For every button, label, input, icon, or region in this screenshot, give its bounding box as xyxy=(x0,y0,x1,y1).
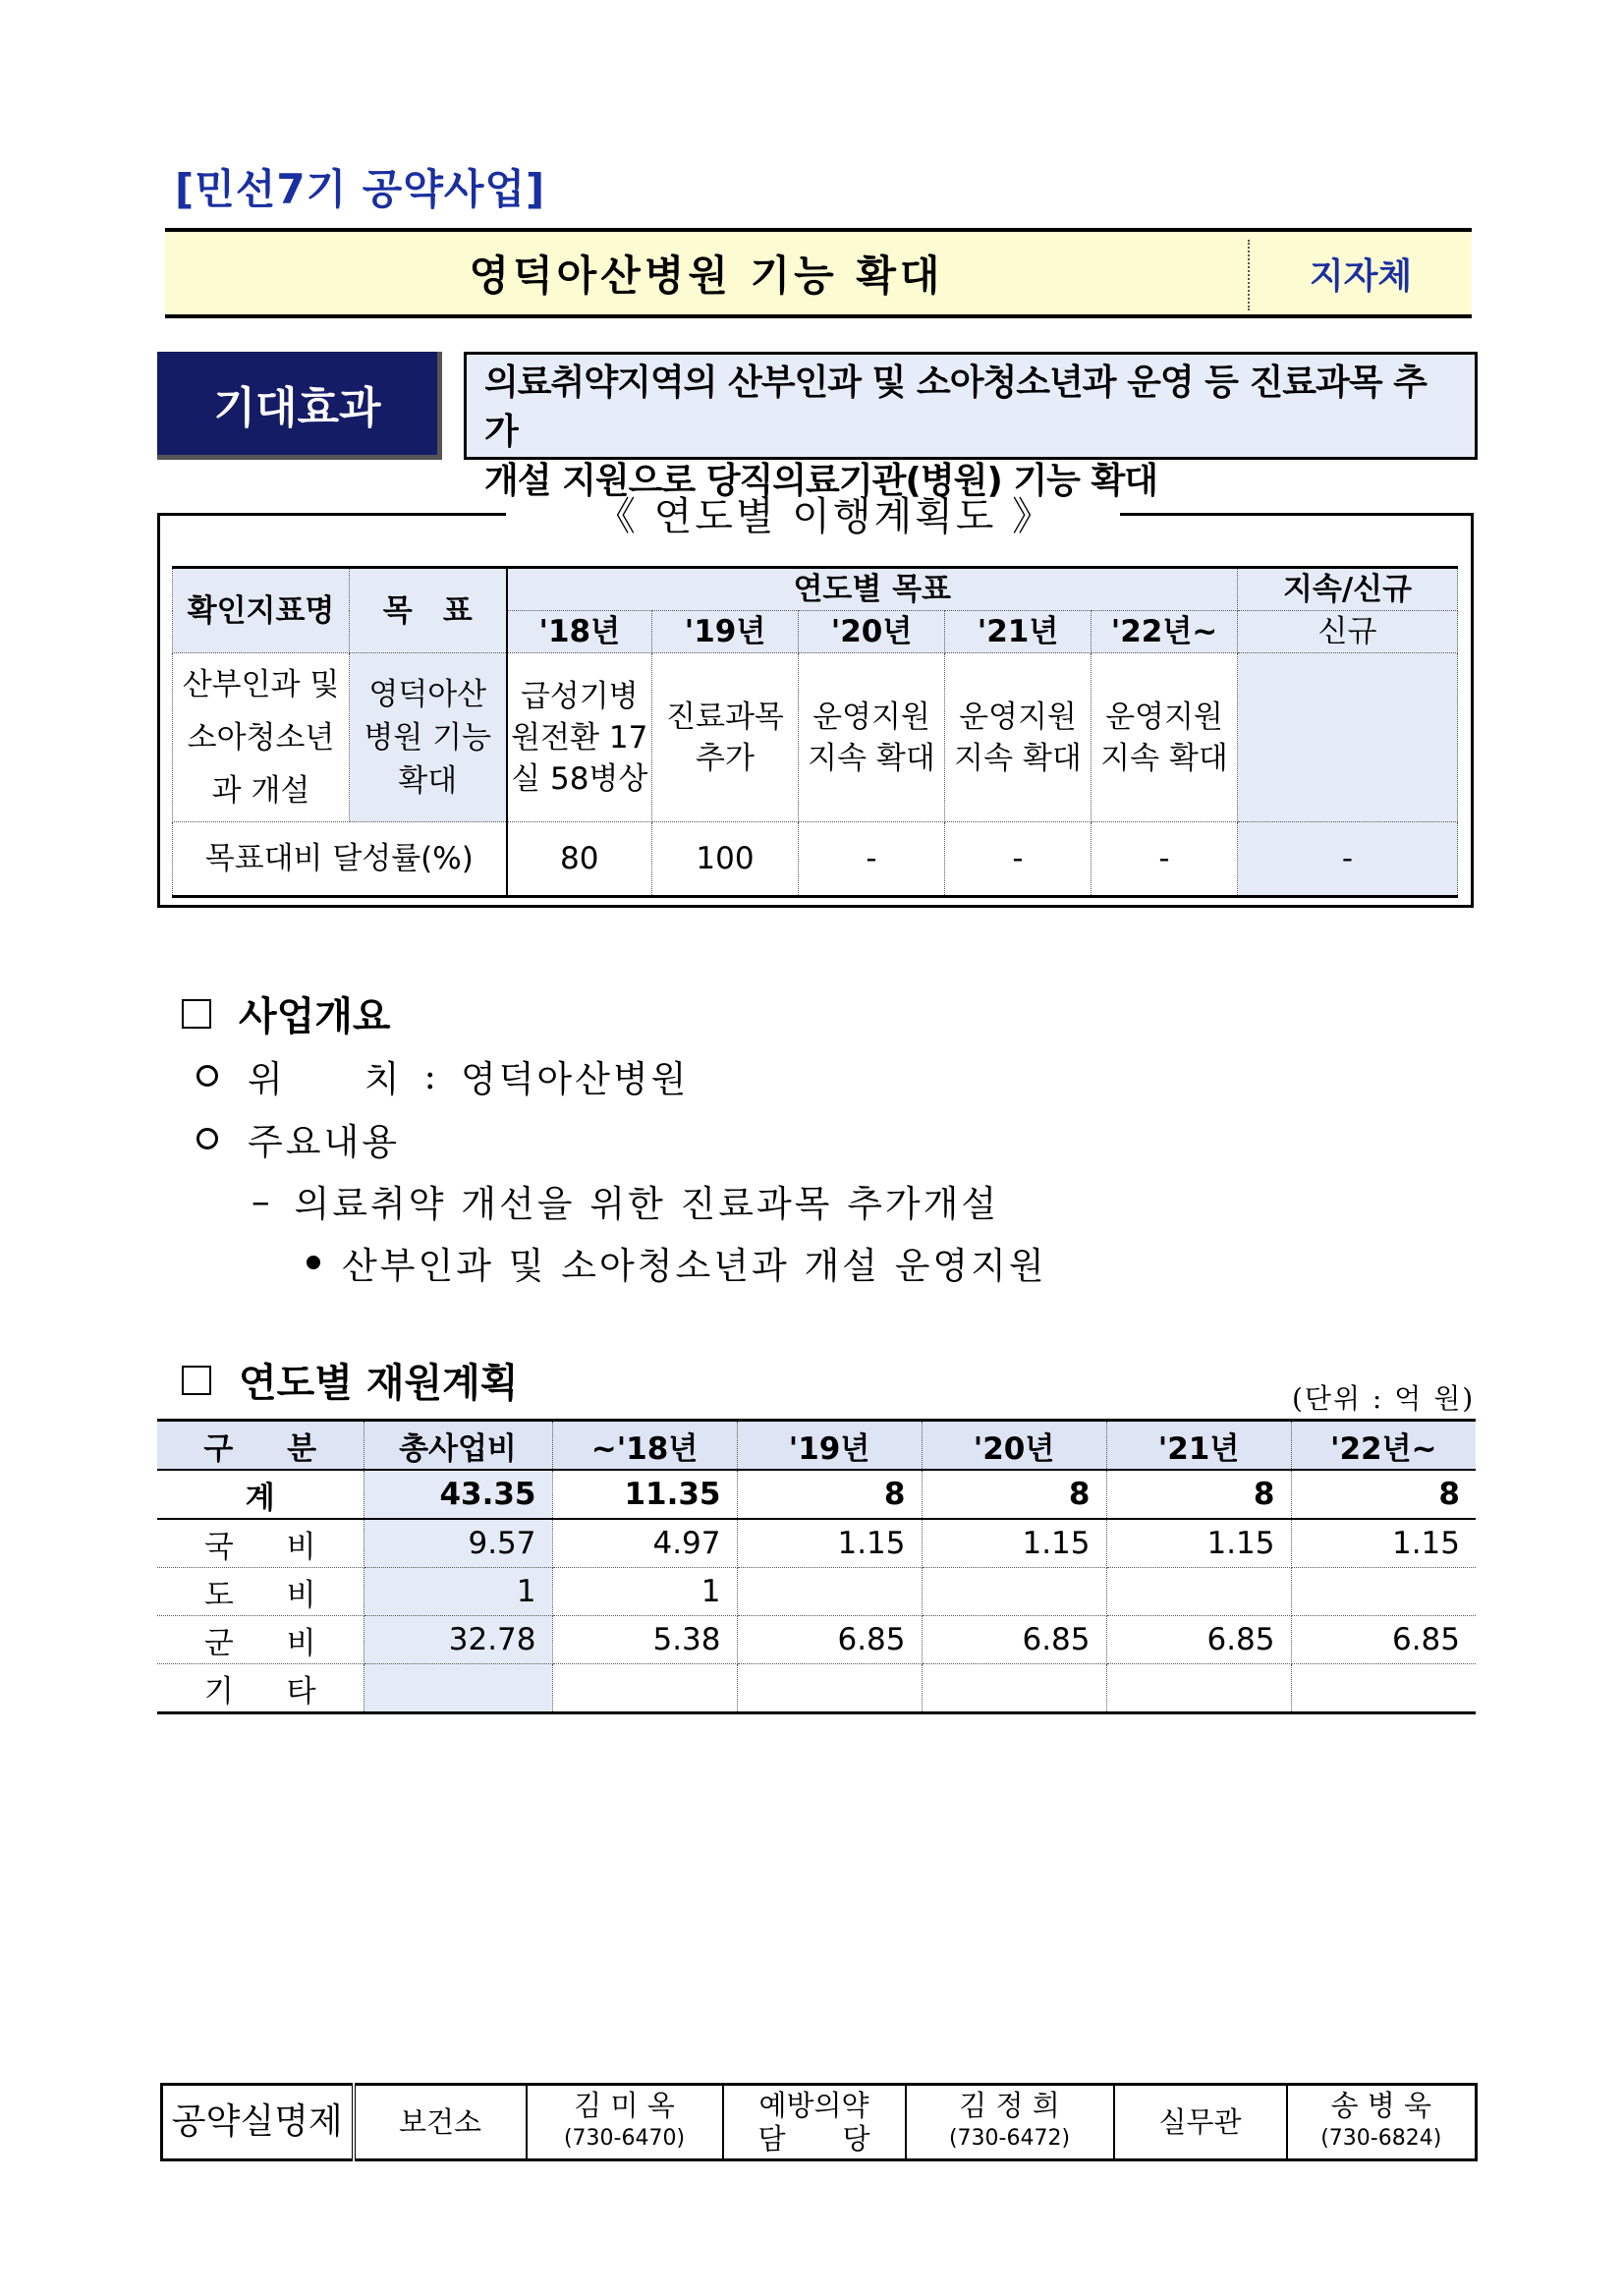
bullet-dot-icon xyxy=(307,1256,320,1269)
plan-target-2020: 운영지원 지속 확대 xyxy=(799,653,945,822)
plan-rate-label: 목표대비 달성률(%) xyxy=(173,822,507,897)
finance-row-label: 기 타 xyxy=(157,1664,364,1713)
table-row xyxy=(157,1470,1476,1519)
overview-location xyxy=(196,1049,689,1102)
finance-cell xyxy=(1291,1568,1476,1616)
footer-person-2 xyxy=(906,2085,1114,2160)
plan-rate-status: - xyxy=(1238,822,1458,897)
checkbox-square-icon xyxy=(182,1366,211,1395)
finance-cell: 8 xyxy=(1291,1470,1476,1519)
table-row xyxy=(157,1519,1476,1568)
plan-year-2018: '18년 xyxy=(507,611,652,653)
person-3-name: 송 병 욱 xyxy=(1330,2089,1431,2122)
plan-frame-top-left xyxy=(157,513,506,516)
finance-cell xyxy=(737,1568,922,1616)
finance-heading xyxy=(182,1352,518,1408)
effect-line-1: 의료취약지역의 산부인과 및 소아청소년과 운영 등 진료과목 추가 xyxy=(484,363,1427,452)
project-category: 지자체 xyxy=(1309,255,1413,297)
finance-cell: 9.57 xyxy=(364,1519,552,1568)
finance-cell xyxy=(1106,1568,1291,1616)
plan-title: 《 연도별 이행계획도 》 xyxy=(595,494,1055,539)
overview-bullet-item xyxy=(307,1236,1047,1289)
plan-target-2019: 진료과목 추가 xyxy=(652,653,799,822)
person-2-name: 김 정 희 xyxy=(959,2089,1060,2122)
footer-role-2 xyxy=(723,2085,906,2160)
finance-cell: 1.15 xyxy=(1106,1519,1291,1568)
finance-cell: 8 xyxy=(922,1470,1106,1519)
plan-year-2020: '20년 xyxy=(799,611,945,653)
finance-cell xyxy=(922,1664,1106,1713)
overview-dash-item xyxy=(252,1174,999,1227)
plan-header-status: 지속/신규 xyxy=(1238,568,1458,611)
overview-heading-text: 사업개요 xyxy=(239,994,391,1039)
plan-year-2022: '22년~ xyxy=(1092,611,1238,653)
title-bar xyxy=(165,228,1472,318)
finance-cell: 1.15 xyxy=(922,1519,1106,1568)
finance-cell xyxy=(1291,1664,1476,1713)
plan-target-2022: 운영지원 지속 확대 xyxy=(1092,653,1238,822)
finance-cell: 8 xyxy=(1106,1470,1291,1519)
plan-rate-2019: 100 xyxy=(652,822,799,897)
plan-rate-2022: - xyxy=(1092,822,1238,897)
location-colon: : xyxy=(423,1054,439,1097)
bullet-item-text: 산부인과 및 소아청소년과 개설 운영지원 xyxy=(342,1245,1047,1287)
plan-target-2021: 운영지원 지속 확대 xyxy=(945,653,1092,822)
finance-col-2020: '20년 xyxy=(922,1421,1106,1471)
effect-label: 기대효과 xyxy=(157,352,442,460)
plan-header-yearly: 연도별 목표 xyxy=(507,568,1238,611)
location-label: 위 치 xyxy=(248,1058,403,1100)
plan-year-2021: '21년 xyxy=(945,611,1092,653)
table-row xyxy=(157,1568,1476,1616)
footer-person-3 xyxy=(1287,2085,1477,2160)
role-2-line-1: 예방의약 xyxy=(758,2089,869,2122)
plan-table xyxy=(172,566,1458,898)
effect-line-2: 개설 지원으로 당직의료기관(병원) 기능 확대 xyxy=(484,461,1158,501)
effect-description xyxy=(464,352,1478,501)
table-row xyxy=(157,1616,1476,1664)
overview-content xyxy=(196,1112,400,1165)
responsibility-table xyxy=(160,2083,1478,2161)
overview-heading xyxy=(182,985,391,1041)
finance-row-label: 국 비 xyxy=(157,1519,364,1568)
finance-cell: 5.38 xyxy=(552,1616,737,1664)
plan-year-2019: '19년 xyxy=(652,611,799,653)
plan-indicator: 산부인과 및 소아청소년과 개설 xyxy=(173,653,350,822)
finance-unit: (단위 : 억 원) xyxy=(1292,1382,1476,1415)
finance-col-2018: ~'18년 xyxy=(552,1421,737,1471)
checkbox-square-icon xyxy=(182,999,211,1029)
footer-role-3: 실무관 xyxy=(1114,2085,1287,2160)
finance-row-label: 군 비 xyxy=(157,1616,364,1664)
plan-target-2018: 급성기병 원전환 17실 58병상 xyxy=(507,653,652,822)
finance-cell: 6.85 xyxy=(1106,1616,1291,1664)
circle-bullet-icon xyxy=(196,1128,218,1149)
person-1-name: 김 미 옥 xyxy=(574,2089,675,2122)
plan-status-value: 신규 xyxy=(1238,611,1458,653)
finance-cell: 1 xyxy=(364,1568,552,1616)
finance-cell: 6.85 xyxy=(1291,1616,1476,1664)
finance-col-2019: '19년 xyxy=(737,1421,922,1471)
plan-rate-2018: 80 xyxy=(507,822,652,897)
finance-col-category: 구 분 xyxy=(157,1421,364,1471)
person-3-phone: (730-6824) xyxy=(1320,2126,1442,2151)
finance-cell xyxy=(364,1664,552,1713)
plan-header-goal: 목 표 xyxy=(350,568,507,653)
finance-cell xyxy=(1106,1664,1291,1713)
finance-cell: 43.35 xyxy=(364,1470,552,1519)
plan-frame-top-right xyxy=(1120,513,1474,516)
person-2-phone: (730-6472) xyxy=(948,2126,1071,2151)
finance-cell: 6.85 xyxy=(737,1616,922,1664)
finance-col-2021: '21년 xyxy=(1106,1421,1291,1471)
finance-cell: 1.15 xyxy=(1291,1519,1476,1568)
finance-cell: 6.85 xyxy=(922,1616,1106,1664)
finance-cell: 1.15 xyxy=(737,1519,922,1568)
plan-rate-2020: - xyxy=(799,822,945,897)
dash-icon: – xyxy=(252,1179,273,1222)
finance-cell xyxy=(737,1664,922,1713)
finance-heading-text: 연도별 재원계획 xyxy=(239,1361,519,1406)
plan-goal: 영덕아산 병원 기능 확대 xyxy=(350,653,507,822)
finance-cell: 1 xyxy=(552,1568,737,1616)
finance-row-label: 계 xyxy=(157,1470,364,1519)
pledge-tag: [민선7기 공약사업] xyxy=(175,165,546,213)
finance-row-label: 도 비 xyxy=(157,1568,364,1616)
finance-cell: 11.35 xyxy=(552,1470,737,1519)
circle-bullet-icon xyxy=(196,1065,218,1087)
project-title: 영덕아산병원 기능 확대 xyxy=(469,252,944,300)
finance-cell: 4.97 xyxy=(552,1519,737,1568)
finance-col-total: 총사업비 xyxy=(364,1421,552,1471)
plan-target-status xyxy=(1238,653,1458,822)
location-value: 영덕아산병원 xyxy=(460,1058,690,1100)
dash-item-text: 의료취약 개선을 위한 진료과목 추가개설 xyxy=(294,1183,1000,1225)
footer-person-1 xyxy=(527,2085,723,2160)
table-row xyxy=(157,1664,1476,1713)
plan-rate-2021: - xyxy=(945,822,1092,897)
footer-dept: 보건소 xyxy=(354,2085,527,2160)
finance-cell: 8 xyxy=(737,1470,922,1519)
content-label: 주요내용 xyxy=(248,1121,400,1163)
role-2-line-2: 담 당 xyxy=(757,2122,870,2156)
plan-header-indicator: 확인지표명 xyxy=(173,568,350,653)
person-1-phone: (730-6470) xyxy=(563,2126,686,2151)
finance-cell xyxy=(552,1664,737,1713)
footer-label: 공약실명제 xyxy=(162,2085,354,2160)
finance-cell: 32.78 xyxy=(364,1616,552,1664)
finance-cell xyxy=(922,1568,1106,1616)
finance-table xyxy=(157,1419,1476,1714)
finance-col-2022: '22년~ xyxy=(1291,1421,1476,1471)
